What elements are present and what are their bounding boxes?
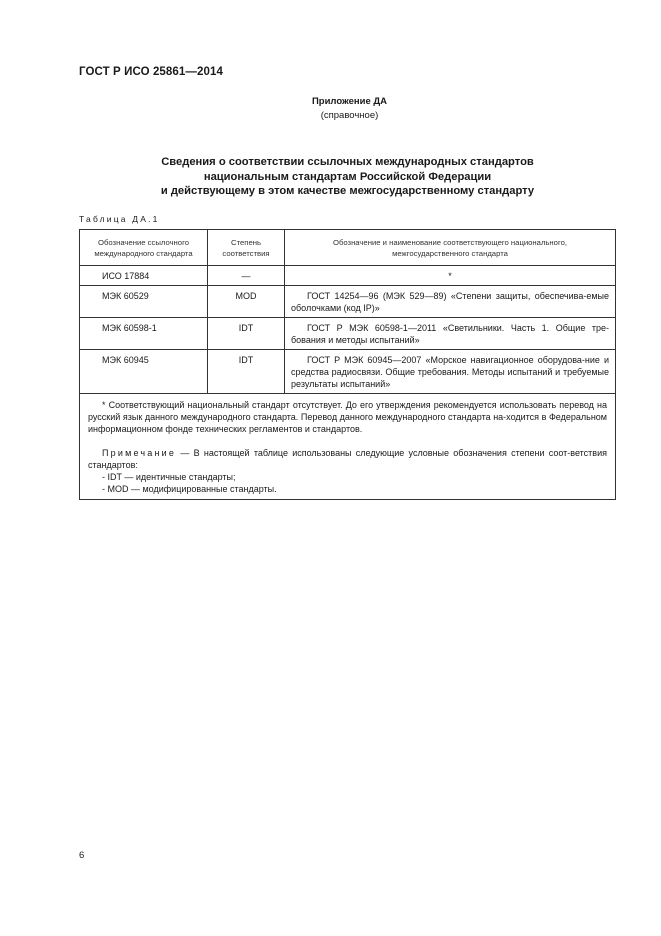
header-reference-standard-line-1: Обозначение ссылочного bbox=[97, 237, 189, 247]
table-row bbox=[80, 350, 616, 394]
table-note bbox=[88, 447, 607, 471]
note-item-idt: - IDT — идентичные стандарты; bbox=[102, 472, 236, 482]
reference-standard-cell: МЭК 60945 bbox=[80, 350, 208, 394]
document-header: ГОСТ Р ИСО 25861—2014 bbox=[79, 66, 224, 78]
header-national-standard-line-2: межгосударственного стандарта bbox=[392, 248, 508, 258]
national-standard-cell: * bbox=[285, 266, 616, 286]
national-standard-cell: ГОСТ Р МЭК 60945—2007 «Морское навигационное оборудова-ние и средства радиосвязи. Общие требования. Методы испытаний и требуемые результаты испытаний» bbox=[285, 350, 616, 394]
header-degree-line-1: Степень bbox=[231, 237, 261, 247]
appendix-heading bbox=[0, 95, 661, 123]
appendix-subtitle: (справочное) bbox=[320, 110, 379, 121]
note-item-mod: - MOD — модифицированные стандарты. bbox=[102, 484, 277, 494]
footnote-text: * Соответствующий национальный стандарт отсутствует. До его утверждения рекомендуется использовать перевод на русский язык данного международного стандарта. Перевод данного международного стандарта на-ходится в Федеральном информационном фонде технических регламентов и стандартов. bbox=[88, 400, 607, 434]
section-title-line-3: и действующему в этом качестве межгосударственному стандарту bbox=[160, 185, 535, 197]
table-row bbox=[80, 266, 616, 286]
reference-standard-cell: МЭК 60529 bbox=[80, 286, 208, 318]
correspondence-table bbox=[79, 229, 616, 500]
header-reference-standard-line-2: международного стандарта bbox=[94, 248, 193, 258]
appendix-title: Приложение ДА bbox=[311, 96, 388, 107]
reference-standard-cell: ИСО 17884 bbox=[80, 266, 208, 286]
national-standard-cell: ГОСТ Р МЭК 60598-1—2011 «Светильники. Часть 1. Общие тре-бования и методы испытаний» bbox=[285, 318, 616, 350]
degree-cell: — bbox=[208, 266, 285, 286]
degree-cell: IDT bbox=[208, 318, 285, 350]
reference-standard-cell: МЭК 60598-1 bbox=[80, 318, 208, 350]
table-row bbox=[80, 286, 616, 318]
table-row bbox=[80, 318, 616, 350]
header-reference-standard bbox=[80, 230, 208, 266]
table-footnote-row bbox=[80, 394, 616, 500]
header-degree bbox=[208, 230, 285, 266]
header-national-standard-line-1: Обозначение и наименование соответствующего национального, bbox=[332, 237, 568, 247]
table-header-row bbox=[80, 230, 616, 266]
note-label: Примечание bbox=[102, 448, 177, 458]
section-title-line-1: Сведения о соответствии ссылочных международных стандартов bbox=[161, 156, 534, 168]
page-number: 6 bbox=[79, 850, 85, 861]
national-standard-cell: ГОСТ 14254—96 (МЭК 529—89) «Степени защиты, обеспечива-емые оболочками (код IP)» bbox=[285, 286, 616, 318]
section-title bbox=[79, 155, 616, 199]
degree-cell: IDT bbox=[208, 350, 285, 394]
table-footnote bbox=[80, 394, 616, 500]
section-title-line-2: национальным стандартам Российской Федерации bbox=[203, 170, 492, 183]
header-degree-line-2: соответствия bbox=[222, 248, 270, 258]
degree-cell: MOD bbox=[208, 286, 285, 318]
table-caption: Таблица ДА.1 bbox=[79, 214, 160, 224]
header-national-standard bbox=[285, 230, 616, 266]
note-text: — В настоящей таблице использованы следующие условные обозначения степени соот-ветствия стандартов: bbox=[88, 448, 607, 470]
